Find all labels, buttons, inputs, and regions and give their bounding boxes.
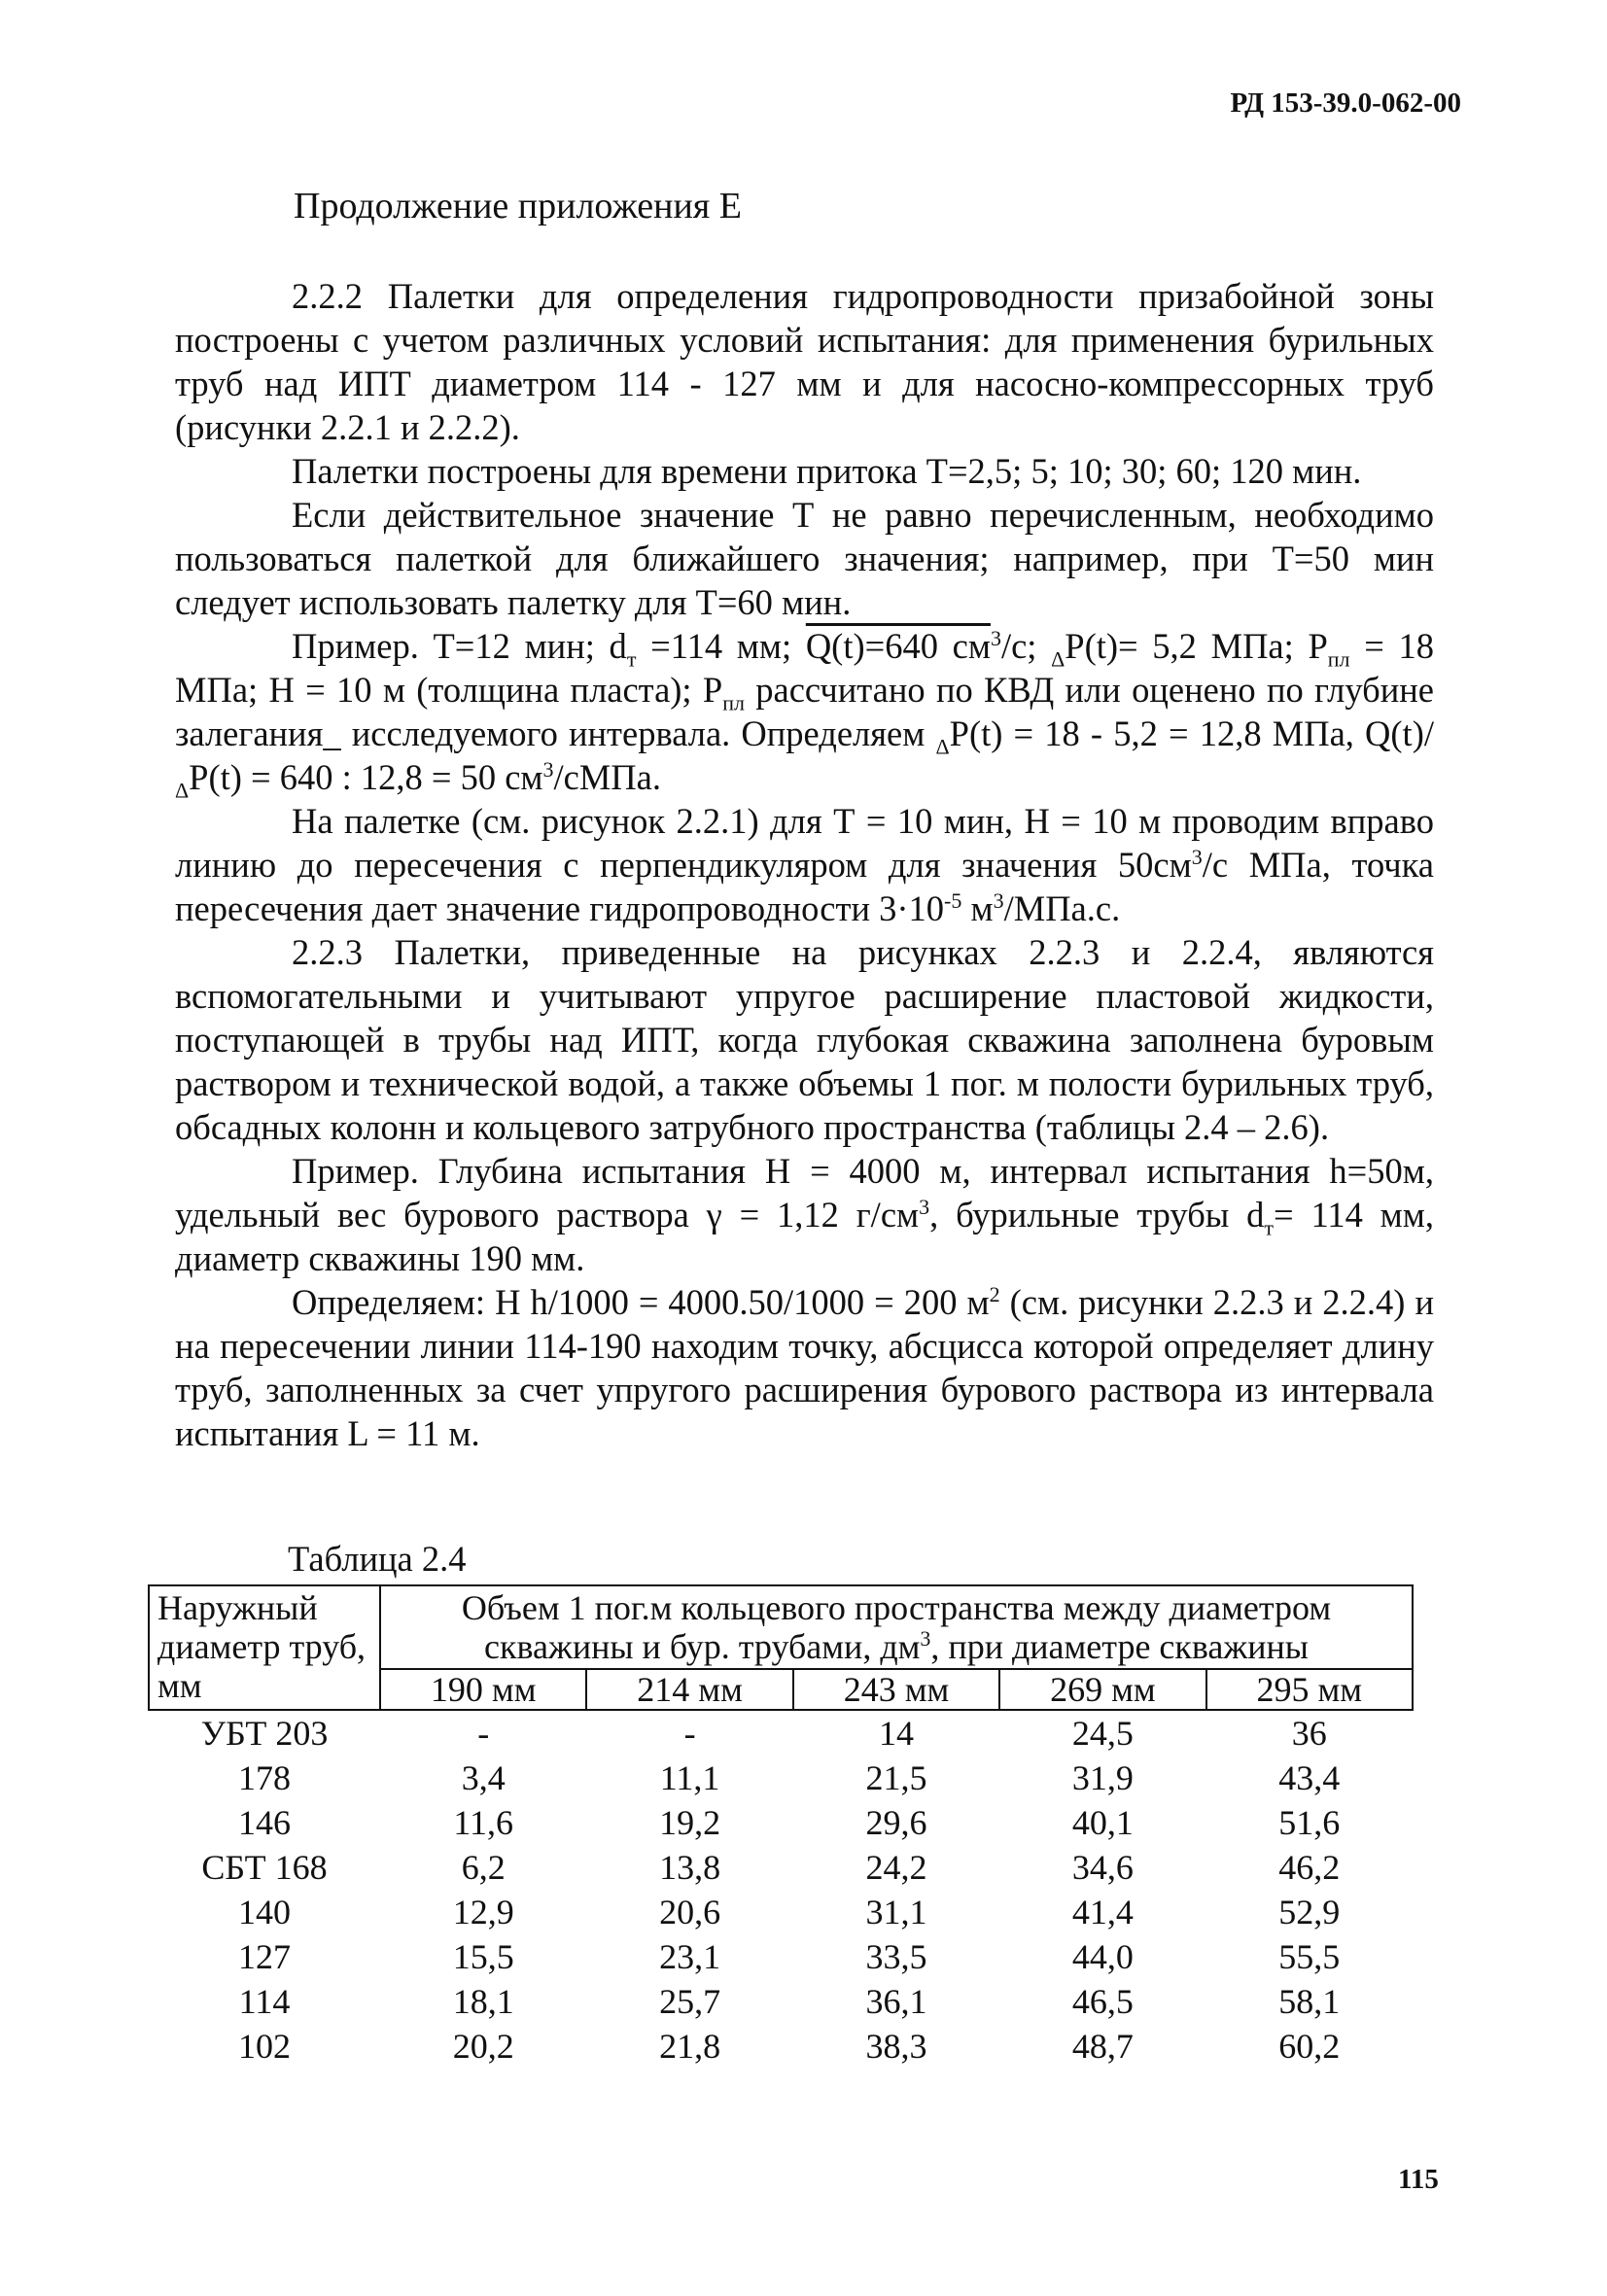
paragraph-2-2-3: 2.2.3 Палетки, приведенные на рисунках 2.2.3 и 2.2.4, являются вспомогательными и учитывают упругое расширение пластовой жидкости, поступающей в трубы над ИПТ, когда глубокая скважина заполнена буровым раствором и технической водой, а также объемы 1 пог. м полости бурильных труб, обсадных колонн и кольцевого затрубного пространства (таблицы 2.4 – 2.6).: [175, 932, 1434, 1147]
table-cell: -: [477, 1714, 490, 1753]
row-label: 127: [238, 1937, 291, 1976]
table-cell: 48,7: [1071, 2027, 1134, 2066]
column-header-diameter: 214 мм: [586, 1669, 792, 1710]
table-cell: 52,9: [1278, 1893, 1341, 1931]
table-cell: 33,5: [865, 1937, 927, 1976]
table-cell: 41,4: [1071, 1893, 1134, 1931]
table-cell: 24,2: [865, 1848, 927, 1887]
table-row: [149, 1845, 1413, 1890]
paragraph-palette-reading: На палетке (см. рисунок 2.2.1) для Т = 10 мин, Н = 10 м проводим вправо линию до пересечения с перпендикуляром для значения $50см^3/с$ МПа, точка пересечения дает значение гидропроводности $3\cdot 10^{-5}$ $м^3/МПа.с$.: [175, 801, 1434, 928]
table-cell: 60,2: [1278, 2027, 1341, 2066]
document-code: РД 153-39.0-062-00: [1230, 87, 1461, 119]
row-label: 146: [238, 1803, 291, 1842]
table-cell: 15,5: [452, 1937, 514, 1976]
column-header-outer-diameter: Наружный диаметр труб, мм: [149, 1585, 380, 1710]
table-cell: 25,7: [659, 1982, 721, 2021]
table-cell: 38,3: [865, 2027, 927, 2066]
table-cell: 14: [878, 1714, 914, 1753]
table-cell: 20,6: [659, 1893, 721, 1931]
table-row: [149, 2024, 1413, 2069]
table-body: [149, 1710, 1413, 2069]
table-cell: 3,4: [461, 1758, 506, 1797]
table-cell: 46,5: [1071, 1982, 1134, 2021]
page-number: 115: [1398, 2164, 1439, 2195]
column-header-diameter: 190 мм: [380, 1669, 586, 1710]
table-cell: 36,1: [865, 1982, 927, 2021]
table-cell: 34,6: [1071, 1848, 1134, 1887]
table-row: [149, 1934, 1413, 1979]
table-cell: 46,2: [1278, 1848, 1341, 1887]
table-cell: 21,8: [659, 2027, 721, 2066]
table-cell: 43,4: [1278, 1758, 1341, 1797]
table-cell: 58,1: [1278, 1982, 1341, 2021]
table-cell: 51,6: [1278, 1803, 1341, 1842]
appendix-heading: Продолжение приложения Е: [294, 186, 742, 226]
table-cell: 31,9: [1071, 1758, 1134, 1797]
table-caption: Таблица 2.4: [288, 1539, 467, 1579]
row-label: 114: [238, 1982, 291, 2021]
table-cell: 40,1: [1071, 1803, 1134, 1842]
table-row: [149, 1756, 1413, 1800]
table-cell: 24,5: [1071, 1714, 1134, 1753]
row-label: 178: [238, 1758, 291, 1797]
paragraph-nearest-value: Если действительное значение Т не равно перечисленным, необходимо пользоваться палеткой для ближайшего значения; например, при Т=50 мин следует использовать палетку для Т=60 мин.: [175, 495, 1434, 622]
table-cell: 23,1: [659, 1937, 721, 1976]
table-cell: 13,8: [659, 1848, 721, 1887]
table-cell: 19,2: [659, 1803, 721, 1842]
table-cell: 29,6: [865, 1803, 927, 1842]
body-text: [175, 274, 1434, 1455]
table-row: [149, 1710, 1413, 1756]
row-label: 140: [238, 1893, 291, 1931]
table-cell: 44,0: [1071, 1937, 1134, 1976]
column-group-header: Объем 1 пог.м кольцевого пространства между диаметром скважины и бур. трубами, $дм^3$, при диаметре скважины: [380, 1585, 1413, 1669]
annulus-volume-table: [148, 1584, 1414, 2069]
table-cell: 21,5: [865, 1758, 927, 1797]
table-cell: 11,6: [453, 1803, 514, 1842]
table-cell: 20,2: [452, 2027, 514, 2066]
table-cell: 36: [1291, 1714, 1327, 1753]
table-cell: -: [683, 1714, 696, 1753]
paragraph-determine: Определяем: Н h/1000 = 4000.50/1000 = 200 $м^2$ (см. рисунки 2.2.3 и 2.2.4) и на пересечении линии 114-190 находим точку, абсцисса которой определяет длину труб, заполненных за счет упругого расширения бурового раствора из интервала испытания L = 11 м.: [175, 1281, 1434, 1453]
table-cell: 11,1: [659, 1758, 720, 1797]
paragraph-2-2-2: 2.2.2 Палетки для определения гидропроводности призабойной зоны построены с учетом различных условий испытания: для применения бурильных труб над ИПТ диаметром 114 - 127 мм и для насосно-компрессорных труб (рисунки 2.2.1 и 2.2.2).: [175, 276, 1434, 447]
table-row: [149, 1979, 1413, 2024]
table-row: [149, 1890, 1413, 1934]
column-header-diameter: 269 мм: [999, 1669, 1205, 1710]
column-header-diameter: 243 мм: [793, 1669, 999, 1710]
row-label: 102: [238, 2027, 291, 2066]
table-cell: 12,9: [452, 1893, 514, 1931]
table-cell: 18,1: [452, 1982, 514, 2021]
column-header-diameter: 295 мм: [1206, 1669, 1413, 1710]
paragraph-example-2: Пример. Глубина испытания Н = 4000 м, интервал испытания h=50м, удельный вес бурового раствора γ = 1,12 $г/см^3$, бурильные трубы $d_т= 114$ мм, диаметр скважины 190 мм.: [175, 1151, 1434, 1278]
table-row: [149, 1800, 1413, 1845]
table-cell: 31,1: [865, 1893, 927, 1931]
table-cell: 6,2: [461, 1848, 506, 1887]
paragraph-example-1: Пример. Т=12 мин; $d_т =114$ мм; Q(t)=640 $см^3/с$; $_\Delta$P(t)= 5,2 МПа; $Р_{пл} = 18$ МПа; Н = 10 м (толщина пласта); $Р_{пл}$ рассчитано по КВД или оценено по глубине залегания_ исследуемого интервала. Определяем $_\Delta$P(t) = 18 - 5,2 = 12,8 МПа, $Q(t)/_\Delta P(t) = 640$ : 12,8 = 50 $см^3$/сМПа.: [175, 625, 1434, 803]
paragraph-inflow-times: Палетки построены для времени притока Т=2,5; 5; 10; 30; 60; 120 мин.: [292, 451, 1362, 491]
row-label: СБТ 168: [201, 1848, 328, 1887]
row-label: УБТ 203: [200, 1714, 329, 1753]
table-cell: 55,5: [1278, 1937, 1341, 1976]
